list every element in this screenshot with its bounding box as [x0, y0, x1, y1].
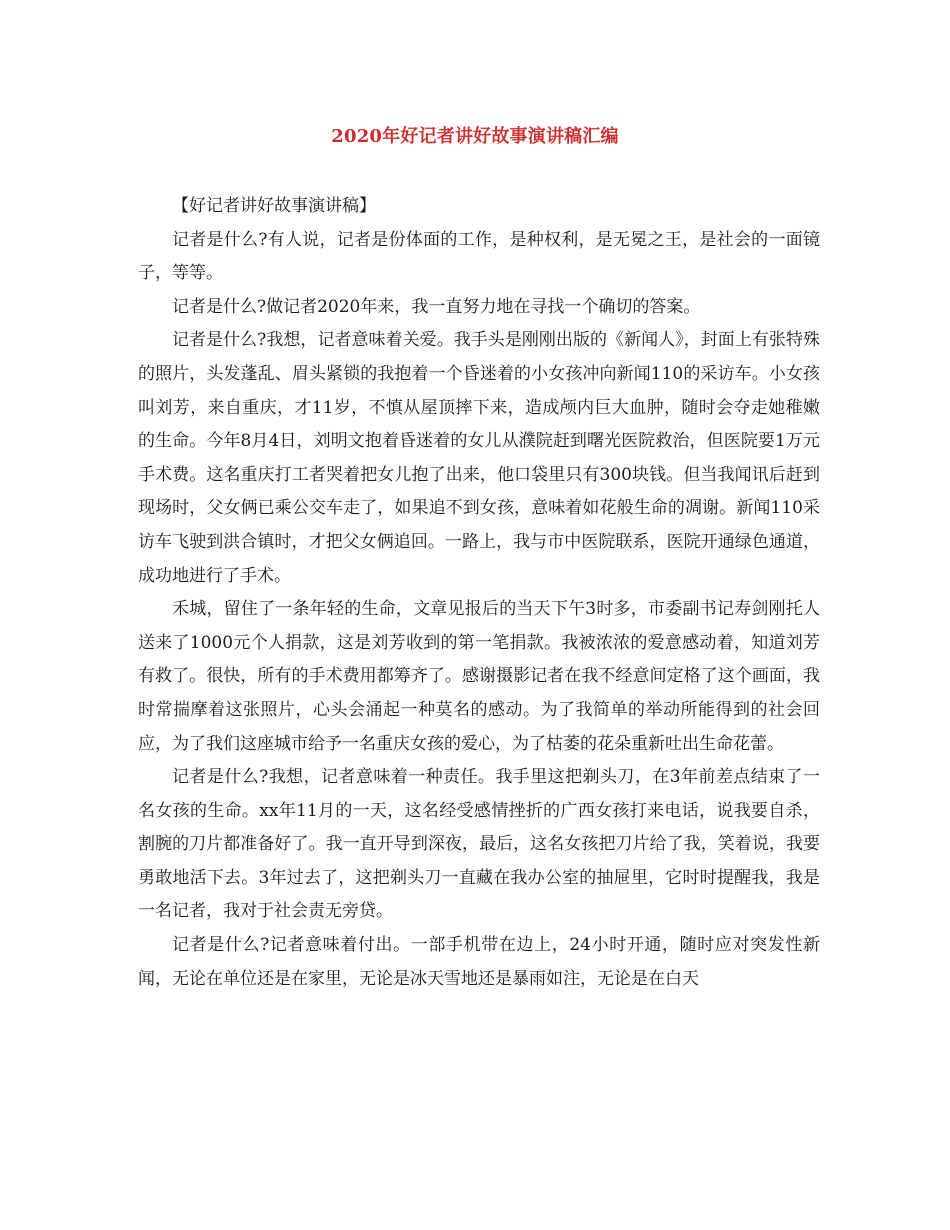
paragraph: 记者是什么?记者意味着付出。一部手机带在边上，24小时开通，随时应对突发性新闻，无论在单位还是在家里，无论是冰天雪地还是暴雨如注，无论是在白天	[138, 935, 820, 989]
paragraph: 记者是什么?做记者2020年来，我一直努力地在寻找一个确切的答案。	[172, 296, 701, 317]
document-body	[138, 190, 820, 996]
paragraph: 记者是什么?有人说，记者是份体面的工作，是种权利，是无冕之王，是社会的一面镜子，等等。	[138, 229, 820, 284]
paragraph: 记者是什么?我想，记者意味着关爱。我手头是刚刚出版的《新闻人》，封面上有张特殊的照片，头发蓬乱、眉头紧锁的我抱着一个昏迷着的小女孩冲向新闻110的采访车。小女孩叫刘芳，来自重庆，才11岁，不慎从屋顶摔下来，造成颅内巨大血肿，随时会夺走她稚嫩的生命。今年8月4日，刘明文抱着昏迷着的女儿从濮院赶到曙光医院救治，但医院要1万元手术费。这名重庆打工者哭着把女儿抱了出来，他口袋里只有300块钱。但当我闻讯后赶到现场时，父女俩已乘公交车走了，如果追不到女孩，意味着如花般生命的凋谢。新闻110采访车飞驶到洪合镇时，才把父女俩追回。一路上，我与市中医院联系，医院开通绿色通道，成功地进行了手术。	[138, 330, 820, 586]
section-heading: 【好记者讲好故事演讲稿】	[172, 196, 376, 216]
paragraph: 记者是什么?我想，记者意味着一种责任。我手里这把剃头刀，在3年前差点结束了一名女孩的生命。xx年11月的一天，这名经受感情挫折的广西女孩打来电话，说我要自杀，割腕的刀片都准备好了。我一直开导到深夜，最后，这名女孩把刀片给了我，笑着说，我要勇敢地活下去。3年过去了，这把剃头刀一直藏在我办公室的抽屉里，它时时提醒我，我是一名记者，我对于社会责无旁贷。	[138, 767, 820, 922]
document-title: 2020年好记者讲好故事演讲稿汇编	[331, 126, 619, 147]
paragraph: 禾城，留住了一条年轻的生命，文章见报后的当天下午3时多，市委副书记寿剑刚托人送来了1000元个人捐款，这是刘芳收到的第一笔捐款。我被浓浓的爱意感动着，知道刘芳有救了。很快，所有的手术费用都筹齐了。感谢摄影记者在我不经意间定格了这个画面，我时常揣摩着这张照片，心头会涌起一种莫名的感动。为了我简单的举动所能得到的社会回应，为了我们这座城市给予一名重庆女孩的爱心，为了枯萎的花朵重新吐出生命花蕾。	[138, 599, 820, 754]
